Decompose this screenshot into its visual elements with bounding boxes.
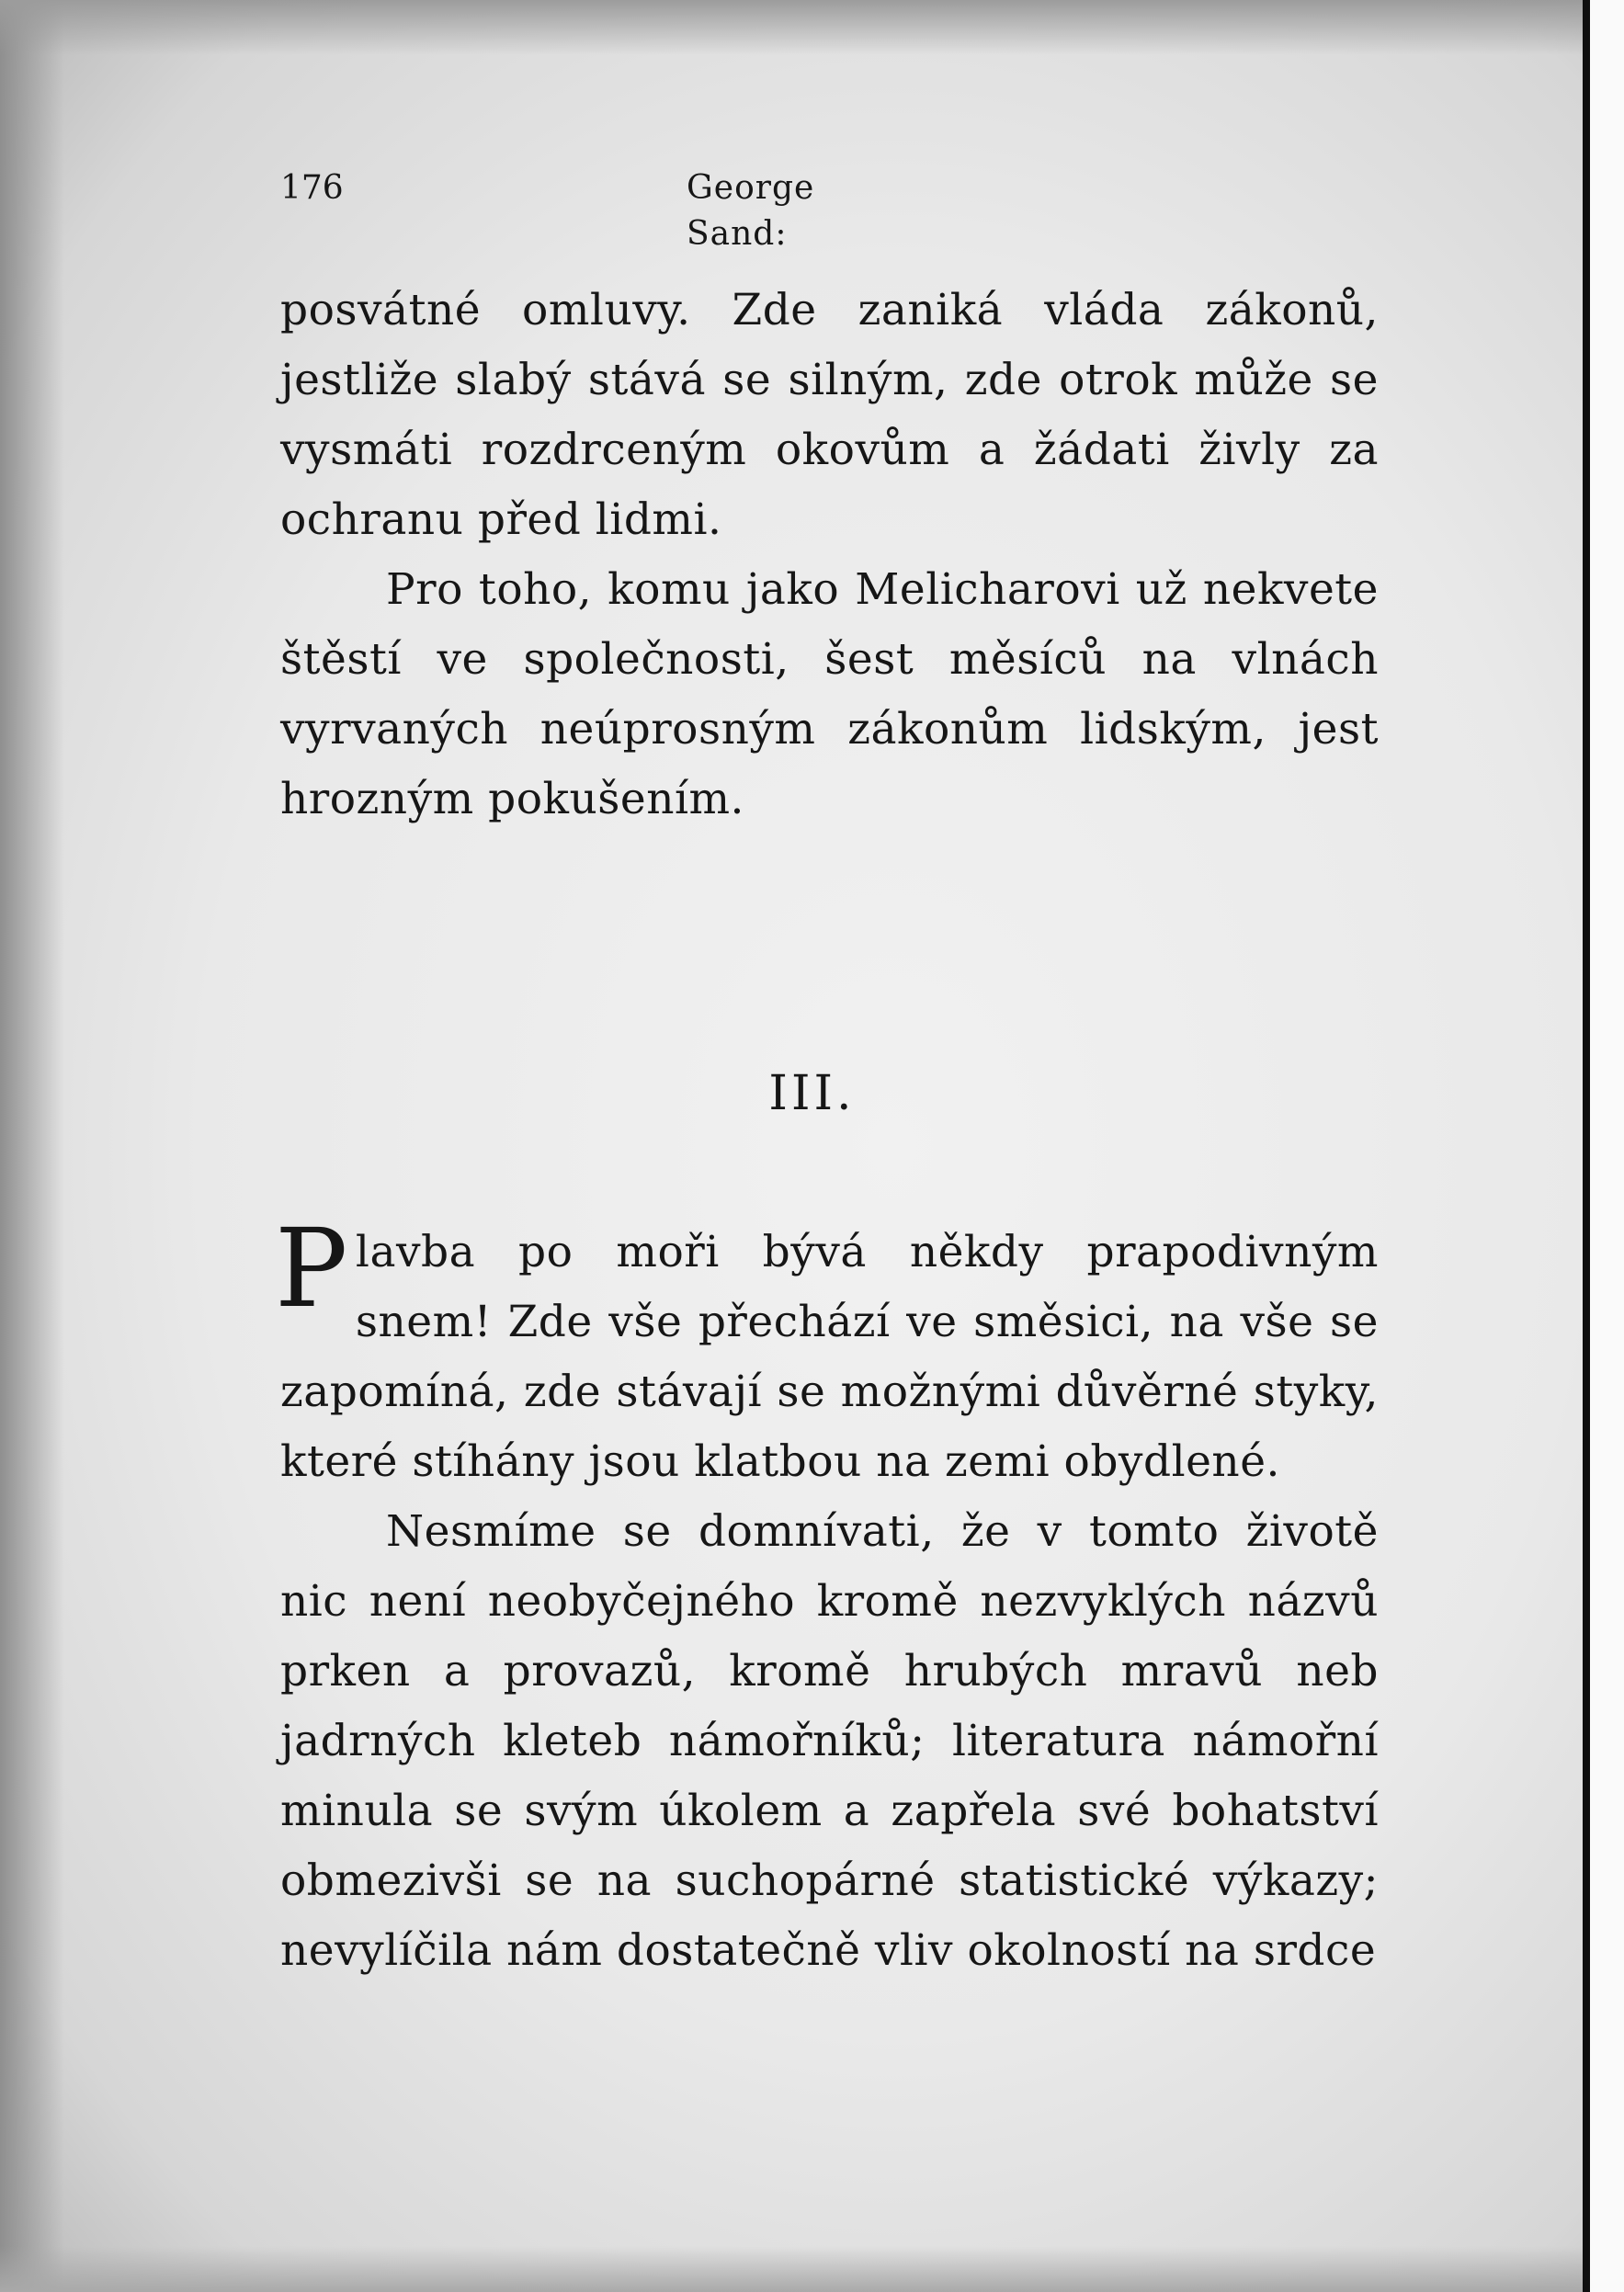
section-text-top xyxy=(280,276,1379,834)
book-binding-edge xyxy=(1583,0,1624,2292)
paragraph-3-text: lavba po moři bývá někdy prapodivným snem! Zde vše přechází ve směsici, na vše se zapomíná, zde stávají se možnými důvěrné styky, které stíhány jsou klatbou na zemi obydlené. xyxy=(280,1227,1379,1487)
page-shadow-top xyxy=(0,0,1624,55)
chapter-heading: III. xyxy=(768,1066,856,1121)
paragraph-3 xyxy=(275,1205,1379,1497)
section-text-bottom xyxy=(275,1205,1379,1986)
running-title: George Sand: xyxy=(687,169,815,253)
paragraph-1: posvátné omluvy. Zde zaniká vláda zákonů, jestliže slabý stává se silným, zde otrok může se vysmáti rozdrceným okovům a žádati živly za ochranu před lidmi. xyxy=(280,285,1379,545)
running-head xyxy=(280,165,924,253)
drop-cap: P xyxy=(275,1205,348,1332)
page-shadow-left xyxy=(0,0,64,2292)
paragraph-4: Nesmíme se domnívati, že v tomto životě nic není neobyčejného kromě nezvyklých názvů prken a provazů, kromě hrubých mravů neb jadrných kleteb námořníků; literatura námořní minula se svým úkolem a zapřela své bohatství obmezivši se na suchopárné statistické výkazy; nevylíčila nám dostatečně vliv okolností na srdce xyxy=(280,1506,1379,1976)
page-shadow-bottom xyxy=(0,2246,1624,2292)
paragraph-2: Pro toho, komu jako Melicharovi už nekvete štěstí ve společnosti, šest měsíců na vlnách vyrvaných neúprosným zákonům lidským, jest hrozným pokušením. xyxy=(280,564,1379,824)
page-number: 176 xyxy=(280,169,344,207)
